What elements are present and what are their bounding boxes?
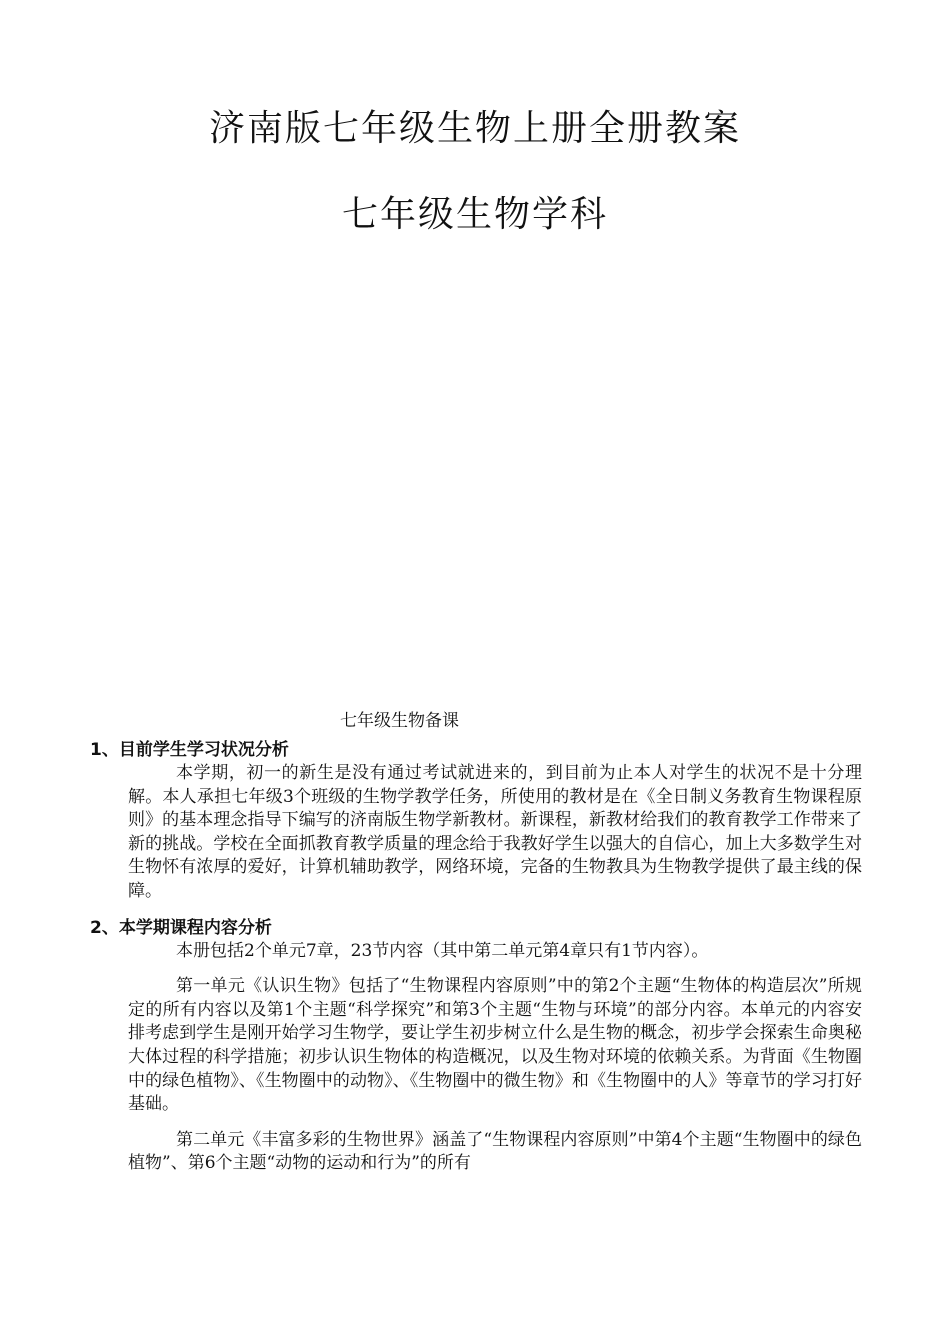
- paragraph: 本册包括2个单元7章，23节内容（其中第二单元第4章只有1节内容）。: [176, 940, 709, 961]
- document-body: [90, 738, 862, 1176]
- paragraph: 第二单元《丰富多彩的生物世界》涵盖了“生物课程内容原则”中第4个主题“生物圈中的绿色植物”、第6个主题“动物的运动和行为”的所有: [128, 1129, 862, 1174]
- section-course-analysis: [90, 916, 862, 1176]
- paragraph: 第一单元《认识生物》包括了“生物课程内容原则”中的第2个主题“生物体的构造层次”所规定的所有内容以及第1个主题“科学探究”和第3个主题“生物与环境”的部分内容。本单元的内容安排考虑到学生是刚开始学习生物学，要让学生初步树立什么是生物的概念，初步学会探索生命奥秘大体过程的科学措施；初步认识生物体的构造概况，以及生物对环境的依赖关系。为背面《生物圈中的绿色植物》、《生物圈中的动物》、《生物圈中的微生物》和《生物圈中的人》等章节的学习打好基础。: [128, 976, 862, 1115]
- section-heading: 2、本学期课程内容分析: [90, 917, 272, 938]
- main-title: 济南版七年级生物上册全册教案: [208, 108, 741, 149]
- section-header: 七年级生物备课: [340, 711, 459, 731]
- subtitle: 七年级生物学科: [341, 194, 608, 235]
- section-student-analysis: [90, 738, 862, 904]
- section-heading: 1、目前学生学习状况分析: [90, 740, 289, 760]
- paragraph: 本学期，初一的新生是没有通过考试就进来的，到目前为止本人对学生的状况不是十分理解。本人承担七年级3个班级的生物学教学任务，所使用的教材是在《全日制义务教育生物课程原则》的基本理念指导下编写的济南版生物学新教材。新课程，新教材给我们的教育教学工作带来了新的挑战。学校在全面抓教育教学质量的理念给于我教好学生以强大的自信心，加上大多数学生对生物怀有浓厚的爱好，计算机辅助教学，网络环境，完备的生物教具为生物教学提供了最主线的保障。: [128, 763, 862, 901]
